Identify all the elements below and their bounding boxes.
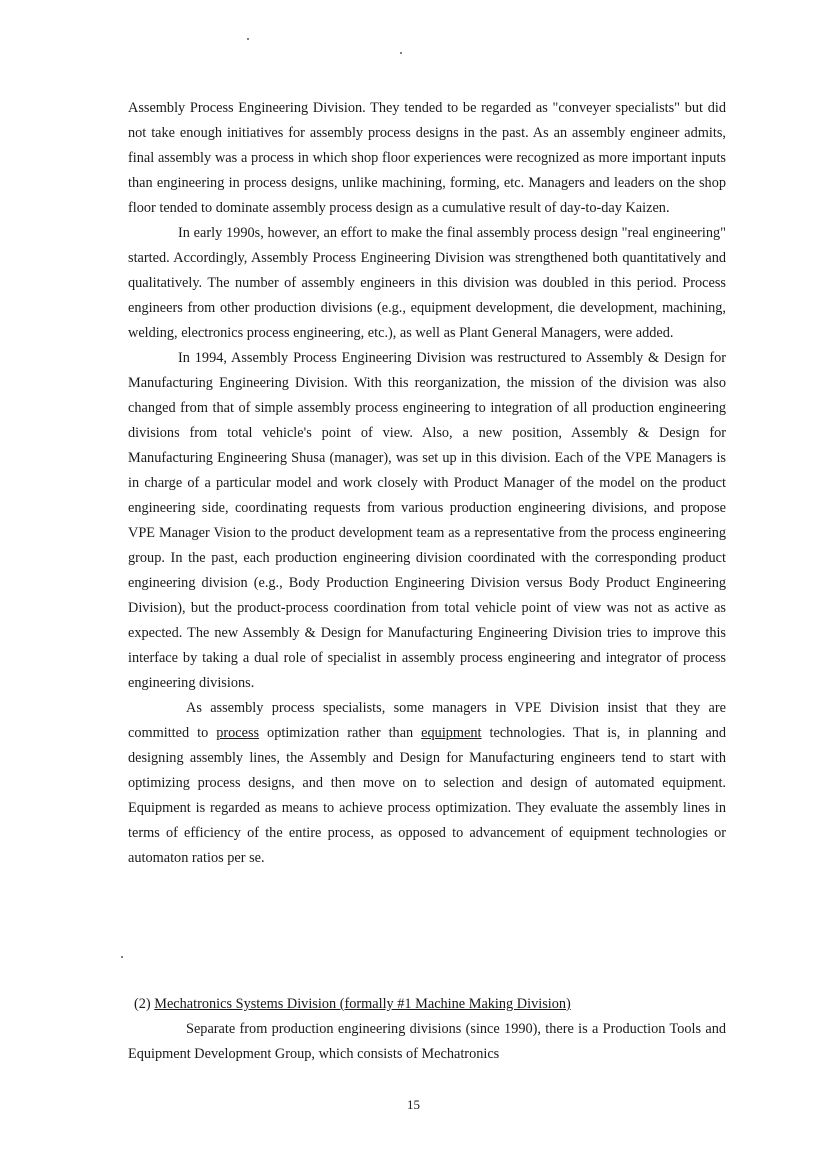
- page-number: 15: [407, 1097, 420, 1112]
- section-title: Mechatronics Systems Division (formally #1 Machine Making Division): [154, 996, 571, 1012]
- section-heading: [134, 992, 571, 1017]
- paragraph-process-specialists: As assembly process specialists, some managers in VPE Division insist that they are committed to process optimization rather than equipment technologies. That is, in planning and designing assembly lines, the Assembly and Design for Manufacturing engineers tend to start with optimizing process designs, and then move on to selection and design of automated equipment. Equipment is regarded as means to achieve process optimization. They evaluate the assembly lines in terms of efficiency of the entire process, as opposed to advancement of equipment technologies or automaton ratios per se.: [128, 700, 726, 866]
- body-text-top: [128, 96, 726, 871]
- body-text-bottom: [128, 1017, 726, 1067]
- paragraph-early-1990s: In early 1990s, however, an effort to make the final assembly process design "real engineering" started. Accordingly, Assembly Process Engineering Division was strengthened both quantitatively and qualitatively. The number of assembly engineers in this division was doubled in this period. Process engineers from other production divisions (e.g., equipment development, die development, machining, welding, electronics process engineering, etc.), as well as Plant General Managers, were added.: [128, 225, 726, 341]
- section-number: (2): [134, 996, 155, 1012]
- paragraph-assembly-division: Assembly Process Engineering Division. They tended to be regarded as "conveyer specialists" but did not take enough initiatives for assembly process designs in the past. As an assembly engineer admits, final assembly was a process in which shop floor experiences were recognized as more important inputs than engineering in process designs, unlike machining, forming, etc. Managers and leaders on the shop floor tended to dominate assembly process design as a cumulative result of day-to-day Kaizen.: [128, 100, 726, 216]
- scan-speck: [247, 38, 249, 40]
- underlined-equipment: equipment: [421, 725, 482, 741]
- underlined-process: process: [216, 725, 260, 741]
- scan-speck: [121, 956, 123, 958]
- paragraph-mechatronics: Separate from production engineering divisions (since 1990), there is a Production Tools and Equipment Development Group, which consists of Mechatronics: [128, 1021, 726, 1062]
- paragraph-1994-restructure: In 1994, Assembly Process Engineering Division was restructured to Assembly & Design for Manufacturing Engineering Division. With this reorganization, the mission of the division was also changed from that of simple assembly process engineering to integration of all production engineering divisions from total vehicle's point of view. Also, a new position, Assembly & Design for Manufacturing Engineering Shusa (manager), was set up in this division. Each of the VPE Managers is in charge of a particular model and work closely with Product Manager of the model on the product engineering side, coordinating requests from various production engineering divisions, and propose VPE Manager Vision to the product development team as a representative from the process engineering group. In the past, each production engineering division coordinated with the corresponding product engineering division (e.g., Body Production Engineering Division versus Body Product Engineering Division), but the product-process coordination from total vehicle point of view was not as active as expected. The new Assembly & Design for Manufacturing Engineering Division tries to improve this interface by taking a dual role of specialist in assembly process engineering and integrator of process engineering divisions.: [128, 350, 726, 691]
- scan-speck: [400, 52, 402, 54]
